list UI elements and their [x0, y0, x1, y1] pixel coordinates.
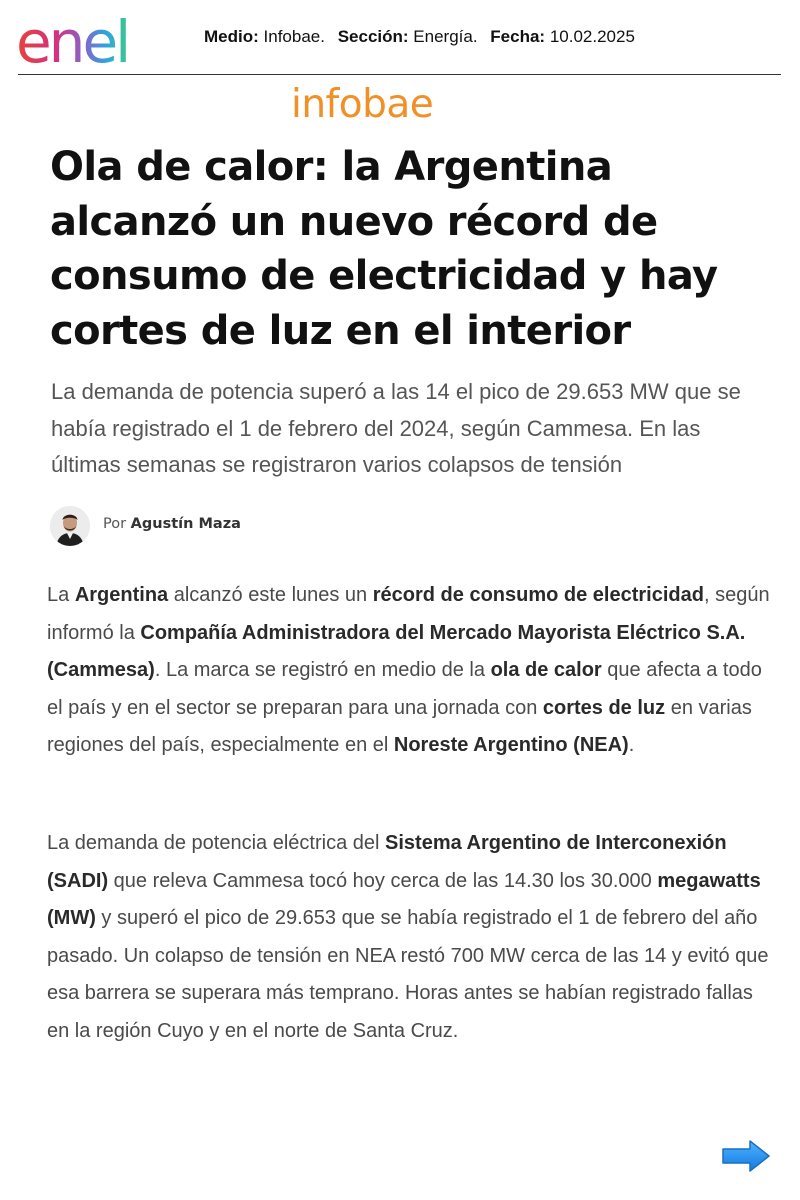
- clipping-header: [0, 0, 800, 76]
- svg-text:enel: enel: [16, 8, 129, 70]
- fecha-value: 10.02.2025: [549, 27, 635, 46]
- p2-text: y superó el pico de 29.653 que se había registrado el 1 de febrero del año pasado. Un colapso de tensión en NEA restó 700 MW cerca de las 14 y evitó que esa barrera se superara más temprano. Horas antes se habían registrado fallas en la región Cuyo y en el norte de Santa Cruz.: [47, 907, 769, 1042]
- article-headline: Ola de calor: la Argentina alcanzó un nuevo récord de consumo de electricidad y hay cortes de luz en el interior: [50, 144, 718, 354]
- byline-prefix: Por: [103, 516, 127, 532]
- byline-text: [103, 516, 241, 532]
- p1-bold: ola de calor: [490, 659, 602, 681]
- p1-text: .: [628, 734, 635, 756]
- author-avatar[interactable]: [50, 506, 90, 546]
- p2-bold: megawatts (MW): [47, 869, 761, 929]
- p2-text: La demanda de potencia eléctrica del: [47, 832, 386, 854]
- p1-bold: Argentina: [74, 584, 169, 606]
- p1-bold: Noreste Argentino (NEA): [393, 734, 629, 756]
- enel-logo: [16, 8, 172, 70]
- p1-text: en varias regiones del país, especialmente en el: [47, 696, 752, 756]
- outlet-logo: infobae: [291, 82, 434, 127]
- author-name[interactable]: Agustín Maza: [130, 516, 241, 532]
- header-divider: [18, 74, 781, 75]
- seccion-label: Sección:: [337, 27, 409, 46]
- p2-bold: Sistema Argentino de Interconexión (SADI): [47, 832, 727, 892]
- right-arrow-icon[interactable]: [720, 1138, 772, 1174]
- p1-text: que afecta a todo el país y en el sector se preparan para una jornada con: [47, 659, 762, 719]
- p1-text: La: [47, 584, 75, 606]
- fecha-label: Fecha:: [490, 27, 546, 46]
- article-paragraph-1: [47, 577, 772, 765]
- p1-bold: récord de consumo de electricidad: [372, 584, 704, 606]
- p2-text: que releva Cammesa tocó hoy cerca de las 14.30 los 30.000: [108, 869, 658, 892]
- seccion-value: Energía.: [413, 27, 478, 46]
- p1-bold: cortes de luz: [542, 696, 666, 719]
- p1-text: . La marca se registró en medio de la: [154, 659, 491, 681]
- p1-bold: Compañía Administradora del Mercado Mayorista Eléctrico S.A. (Cammesa): [47, 621, 746, 681]
- clipping-metadata: [204, 27, 635, 47]
- medio-label: Medio:: [204, 27, 259, 46]
- medio-value: Infobae.: [263, 27, 325, 46]
- article-paragraph-2: [47, 825, 772, 1050]
- article-deck: La demanda de potencia superó a las 14 el pico de 29.653 MW que se había registrado el 1 de febrero del 2024, según Cammesa. En las últimas semanas se registraron varios colapsos de tensión: [51, 379, 741, 477]
- p1-text: , según informó la: [47, 584, 770, 644]
- person-icon: [50, 506, 90, 546]
- p1-text: alcanzó este lunes un: [168, 584, 373, 606]
